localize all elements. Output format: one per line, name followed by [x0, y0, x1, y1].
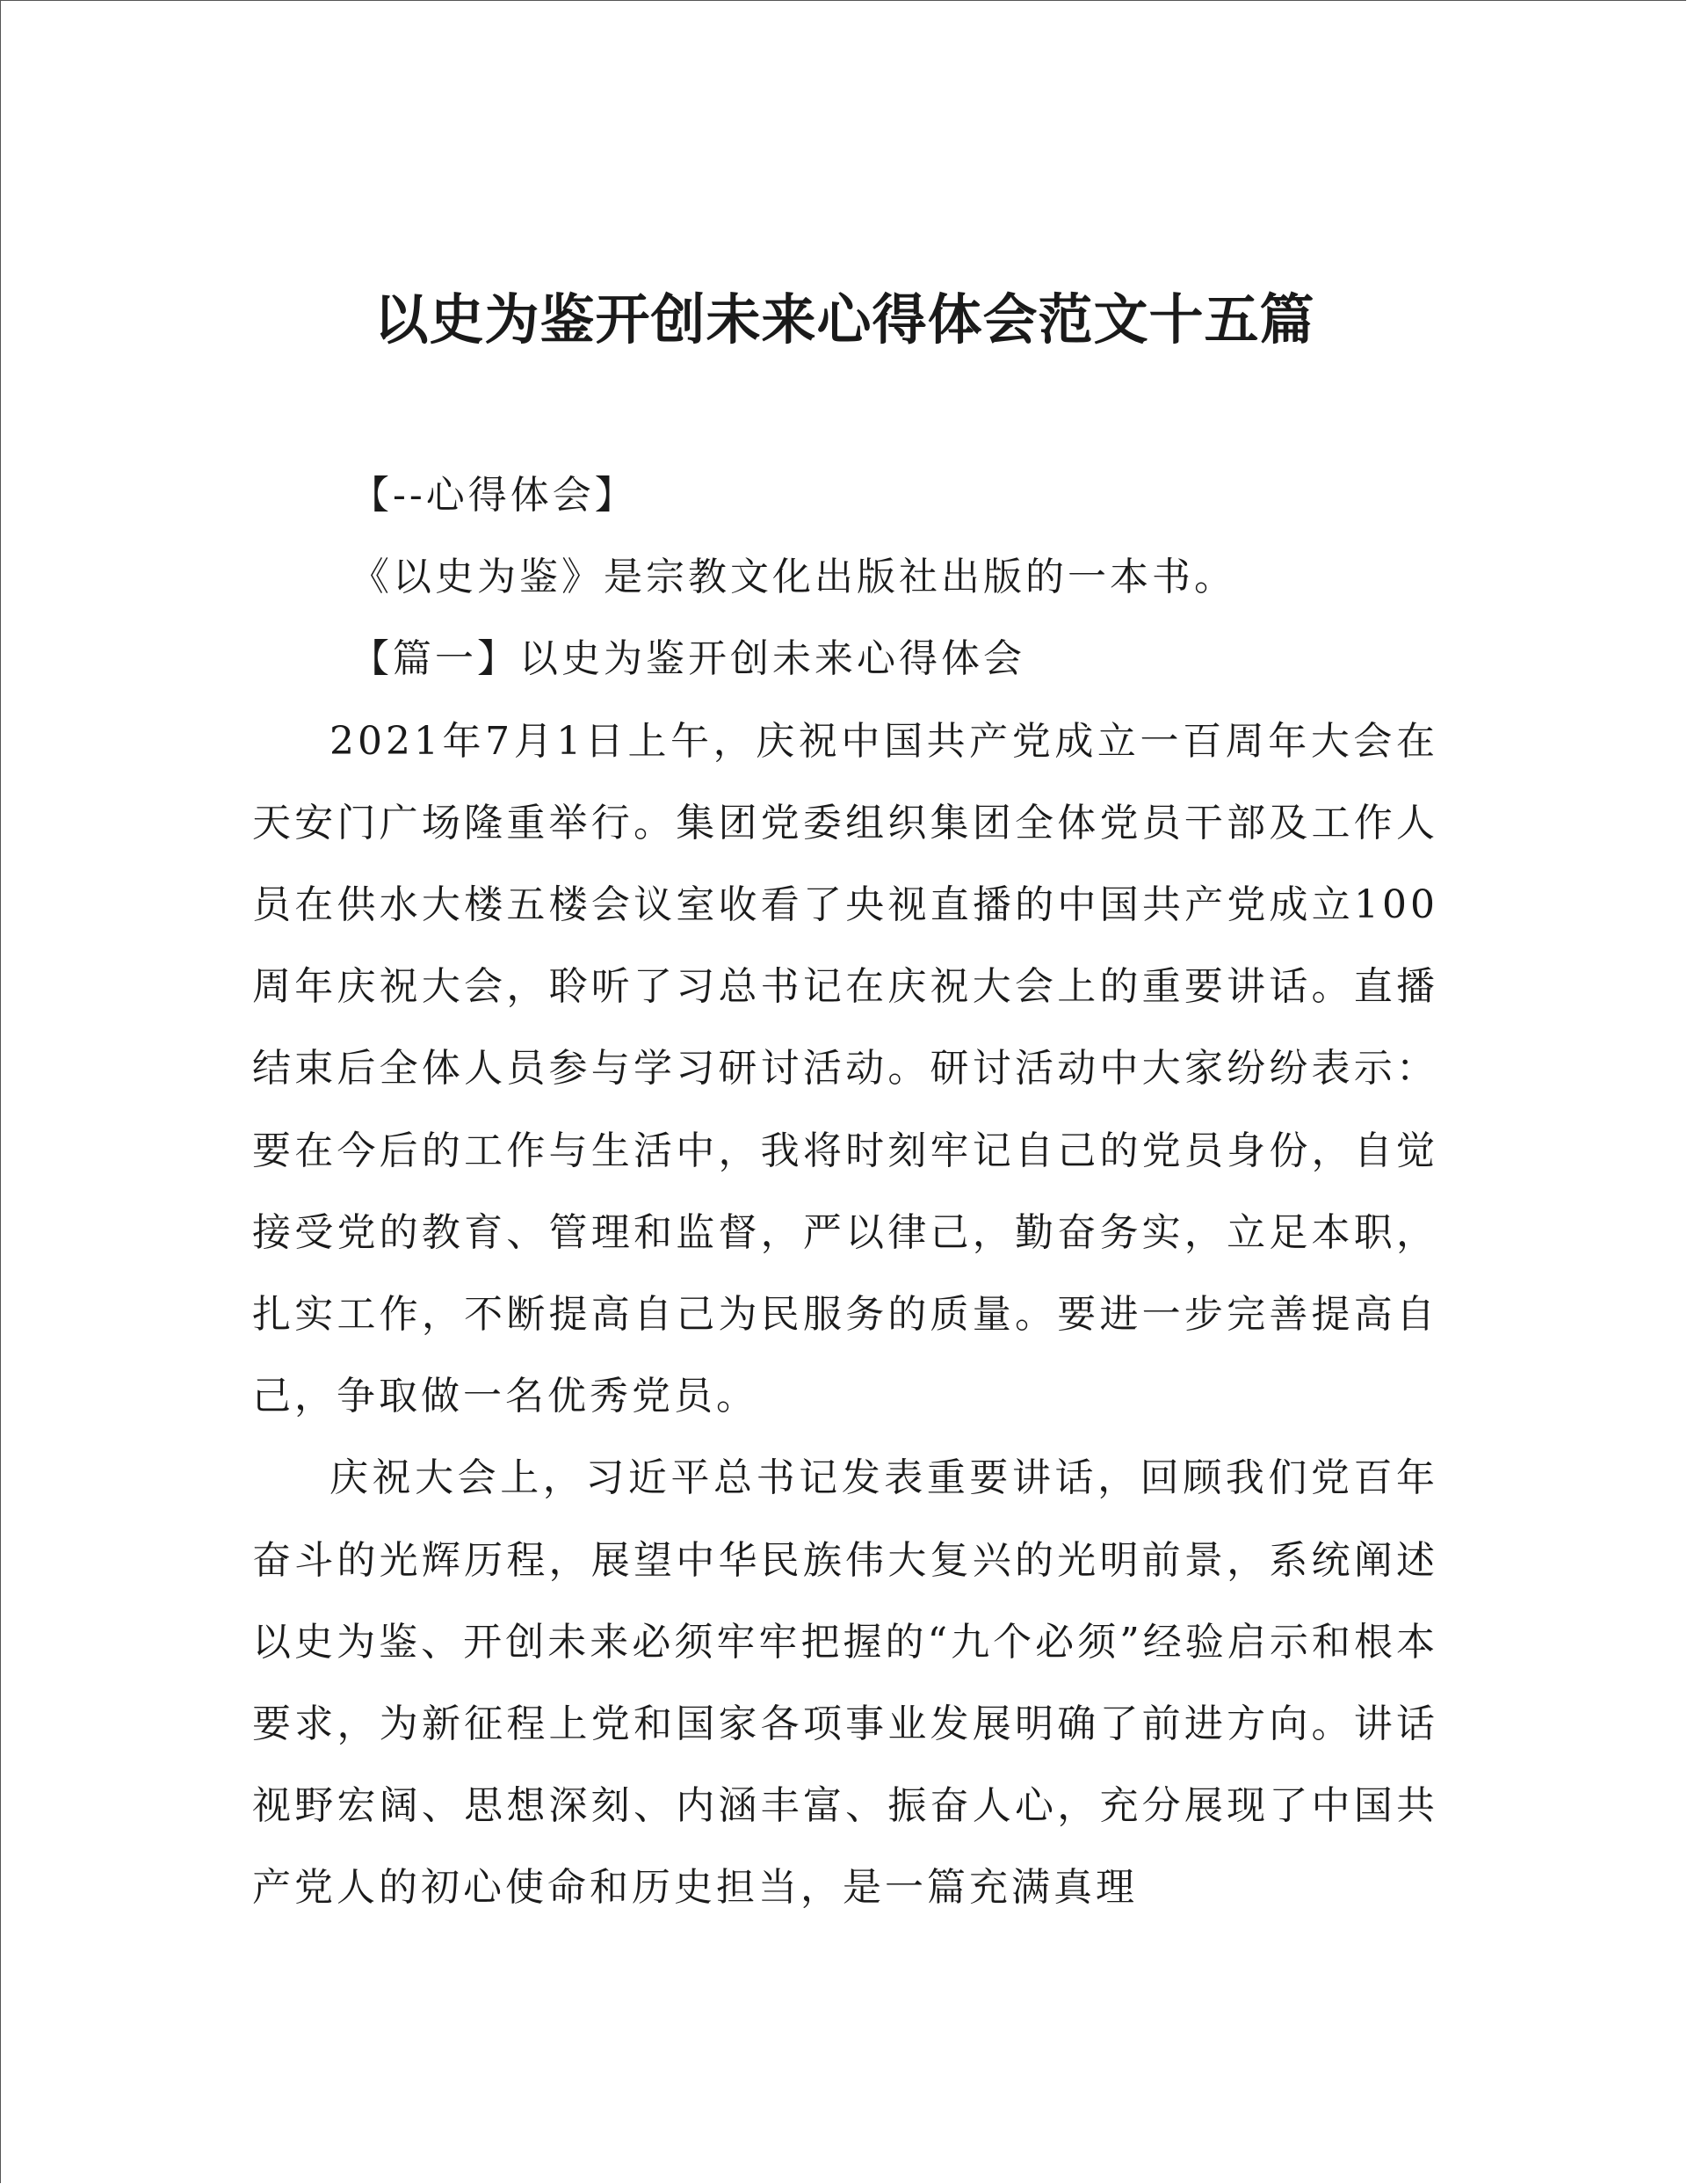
body-paragraph: 庆祝大会上，习近平总书记发表重要讲话，回顾我们党百年奋斗的光辉历程，展望中华民族伟大复兴的光明前景，系统阐述以史为鉴、开创未来必须牢牢把握的“九个必须”经验启示和根本要求，为新征程上党和国家各项事业发展明确了前进方向。讲话视野宏阔、思想深刻、内涵丰富、振奋人心，充分展现了中国共产党人的初心使命和历史担当，是一篇充满真理	[252, 1455, 1438, 1911]
document-body	[252, 454, 1438, 1929]
section-heading: 【篇一】以史为鉴开创未来心得体会	[351, 636, 1025, 682]
body-paragraph: 2021年7月1日上午，庆祝中国共产党成立一百周年大会在天安门广场隆重举行。集团党委组织集团全体党员干部及工作人员在供水大楼五楼会议室收看了央视直播的中国共产党成立100周年庆祝大会，聆听了习总书记在庆祝大会上的重要讲话。直播结束后全体人员参与学习研讨活动。研讨活动中大家纷纷表示：要在今后的工作与生活中，我将时刻牢记自己的党员身份，自觉接受党的教育、管理和监督，严以律己，勤奋务实，立足本职，扎实工作，不断提高自己为民服务的质量。要进一步完善提高自己，争取做一名优秀党员。	[252, 718, 1438, 1419]
intro-paragraph: 《以史为鉴》是宗教文化出版社出版的一本书。	[351, 555, 1236, 600]
document-title: 以史为鉴开创未来心得体会范文十五篇	[373, 287, 1315, 352]
category-tag: 【--心得体会】	[351, 473, 637, 518]
